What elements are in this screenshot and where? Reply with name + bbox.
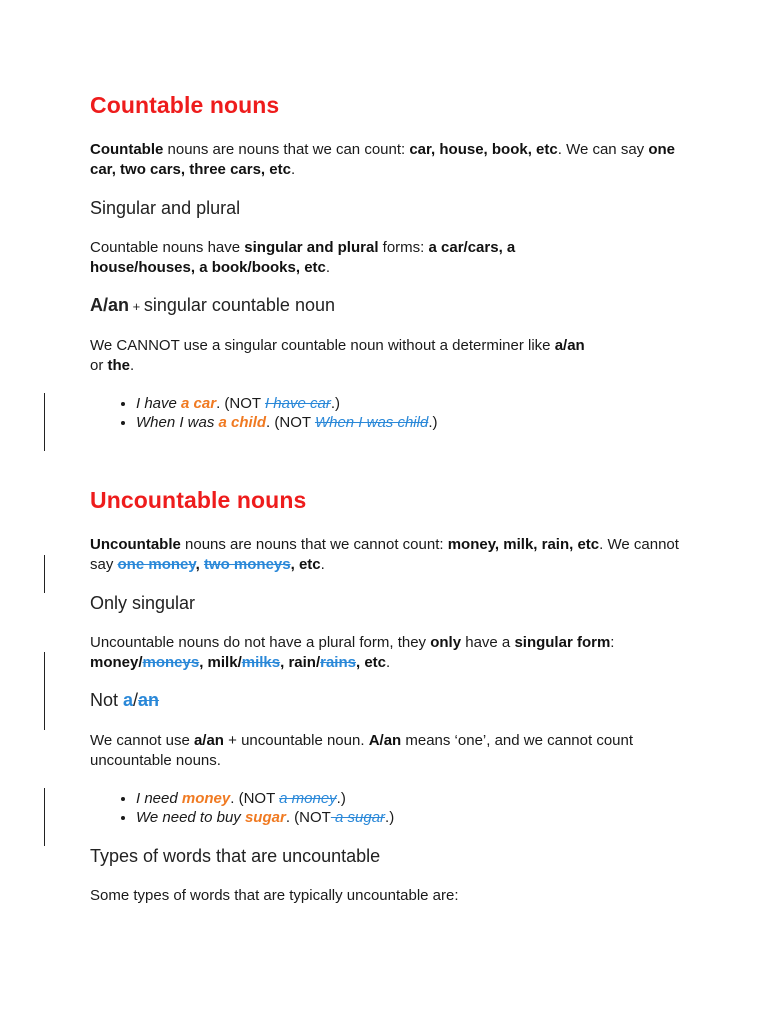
uncountable-examples-list — [90, 789, 394, 827]
change-bar — [44, 652, 45, 730]
countable-examples-list — [90, 394, 438, 432]
heading-uncountable-nouns: Uncountable nouns — [90, 487, 307, 513]
subheading-types-uncountable: Types of words that are uncountable — [90, 846, 381, 866]
subheading-singular-plural: Singular and plural — [90, 198, 241, 218]
list-item: • I need money. (NOT a money.) — [136, 789, 394, 808]
change-bar — [44, 555, 45, 593]
list-item: • I have a car. (NOT I have car.) — [136, 394, 438, 413]
a-an-uncountable-paragraph: We cannot use a/an + uncountable noun. A/an means ‘one’, and we cannot count uncountable nouns. — [90, 732, 634, 769]
only-singular-paragraph: Uncountable nouns do not have a plural form, they only have a singular form: money/moneys, milk/milks, rain/rains, etc. — [90, 634, 615, 671]
change-bar — [44, 393, 45, 451]
uncountable-intro-paragraph: Uncountable nouns are nouns that we cannot count: money, milk, rain, etc. We cannot say one money, two moneys, etc. — [90, 536, 679, 573]
subheading-only-singular: Only singular — [90, 593, 196, 613]
change-bar — [44, 788, 45, 846]
subheading-not-a-an: Not a/an — [90, 690, 160, 710]
subheading-a-an-singular: A/an + singular countable noun — [90, 295, 335, 315]
types-uncountable-paragraph: Some types of words that are typically uncountable are: — [90, 887, 459, 904]
list-item: • When I was a child. (NOT When I was child.) — [136, 413, 438, 432]
countable-intro-paragraph: Countable nouns are nouns that we can count: car, house, book, etc. We can say one car, two cars, three cars, etc. — [90, 141, 675, 178]
singular-plural-paragraph: Countable nouns have singular and plural forms: a car/cars, a house/houses, a book/books, etc. — [90, 239, 516, 276]
heading-countable-nouns: Countable nouns — [90, 92, 280, 118]
determiner-paragraph: We CANNOT use a singular countable noun without a determiner like a/an or the. — [90, 337, 585, 374]
list-item: • We need to buy sugar. (NOT a sugar.) — [136, 808, 394, 827]
